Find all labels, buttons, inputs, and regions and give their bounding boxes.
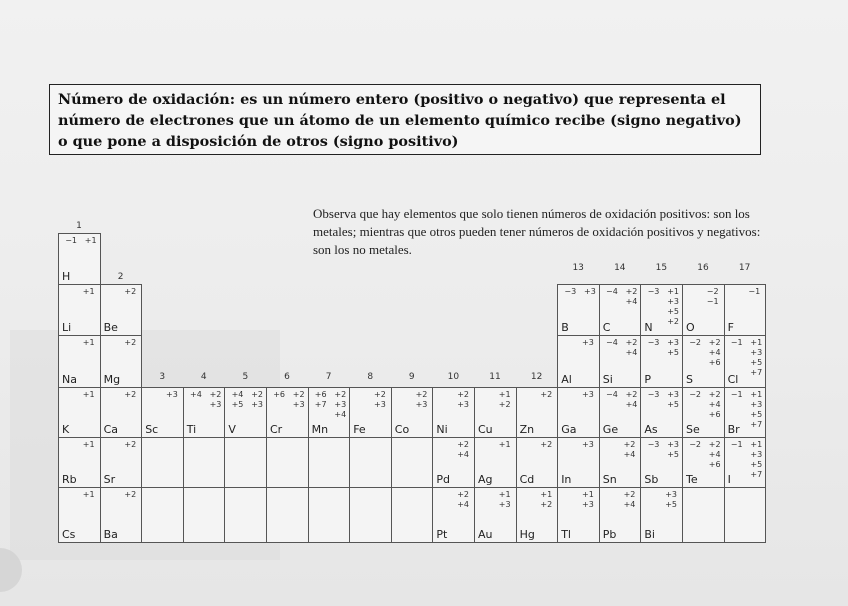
empty-cell — [183, 437, 226, 488]
group-number-3: 3 — [159, 372, 166, 382]
oxidation-numbers-right: +2 +4 +6 — [708, 390, 721, 419]
empty-cell — [682, 487, 725, 543]
element-cell-sc — [141, 387, 184, 438]
oxidation-numbers: −2 −1 — [706, 287, 719, 306]
oxidation-numbers-right: +2 +3 — [292, 390, 305, 409]
element-symbol: Si — [602, 373, 613, 386]
element-symbol: Rb — [62, 473, 77, 486]
element-cell-cu — [474, 387, 517, 438]
oxidation-numbers-left: −1 — [730, 440, 743, 449]
element-symbol: Ca — [103, 423, 119, 436]
oxidation-numbers: +1 — [498, 440, 511, 449]
oxidation-numbers-left: −2 — [689, 390, 701, 399]
oxidation-numbers-left: −4 — [606, 390, 618, 399]
oxidation-numbers-right: +1 +3 +5 +7 — [750, 338, 763, 377]
empty-cell — [724, 487, 767, 543]
oxidation-numbers-right: +3 +5 — [667, 338, 679, 357]
element-cell-i — [724, 437, 767, 488]
element-symbol: K — [62, 423, 70, 436]
element-cell-ga — [557, 387, 600, 438]
element-symbol: Pd — [436, 473, 451, 486]
element-cell-si — [599, 335, 642, 388]
element-symbol: Ge — [602, 423, 619, 436]
definition-term: Número de oxidación — [58, 91, 230, 108]
oxidation-numbers: +2 +4 — [623, 490, 636, 509]
element-symbol: Sr — [103, 473, 116, 486]
element-symbol: Ni — [436, 423, 448, 436]
element-cell-rb — [58, 437, 101, 488]
group-number-9: 9 — [408, 372, 415, 382]
empty-cell — [308, 437, 351, 488]
element-cell-bi — [640, 487, 683, 543]
oxidation-numbers: +2 +4 — [457, 440, 469, 459]
element-cell-ti — [183, 387, 226, 438]
element-cell-mn — [308, 387, 351, 438]
oxidation-numbers: +2 +4 — [457, 490, 469, 509]
element-cell-li — [58, 284, 101, 336]
oxidation-numbers-right: +2 +3 +4 — [334, 390, 347, 419]
empty-cell — [183, 487, 226, 543]
oxidation-numbers: +1 — [82, 440, 95, 449]
oxidation-numbers: +1 +2 — [498, 390, 511, 409]
group-number-14: 14 — [614, 263, 626, 273]
oxidation-numbers: +3 — [581, 338, 594, 347]
element-cell-c — [599, 284, 642, 336]
element-cell-v — [224, 387, 267, 438]
oxidation-numbers: +1 — [82, 390, 95, 399]
oxidation-numbers: +2 +3 — [373, 390, 386, 409]
element-symbol: Sc — [145, 423, 159, 436]
element-symbol: S — [686, 373, 693, 386]
oxidation-numbers: +1 — [82, 490, 95, 499]
element-cell-ge — [599, 387, 642, 438]
empty-cell — [266, 437, 309, 488]
element-symbol: Fe — [353, 423, 366, 436]
element-symbol: Be — [103, 321, 118, 334]
oxidation-numbers-right: +1 +3 +5 +7 — [750, 440, 763, 479]
oxidation-numbers-right: +2 +4 — [625, 287, 638, 306]
oxidation-numbers-left: −2 — [689, 338, 701, 347]
empty-cell — [349, 487, 392, 543]
oxidation-numbers-left: −3 — [647, 440, 660, 449]
oxidation-numbers-left: +6 — [273, 390, 285, 399]
empty-cell — [141, 487, 184, 543]
element-cell-cs — [58, 487, 101, 543]
group-number-11: 11 — [489, 372, 501, 382]
element-cell-k — [58, 387, 101, 438]
group-number-8: 8 — [367, 372, 374, 382]
element-cell-pd — [432, 437, 475, 488]
element-cell-cl — [724, 335, 767, 388]
element-cell-fe — [349, 387, 392, 438]
element-symbol: Li — [62, 321, 72, 334]
element-symbol: Br — [727, 423, 740, 436]
oxidation-numbers-right: +1 +3 +5 +2 — [667, 287, 679, 326]
oxidation-numbers: −1 — [748, 287, 761, 296]
group-number-15: 15 — [655, 263, 668, 273]
oxidation-numbers-left: +4 — [190, 390, 202, 399]
oxidation-numbers: +2 +3 — [457, 390, 469, 409]
element-symbol: Ag — [478, 473, 493, 486]
element-cell-as — [640, 387, 683, 438]
empty-cell — [391, 487, 434, 543]
element-symbol: Mn — [311, 423, 329, 436]
oxidation-numbers: +3 — [165, 390, 178, 399]
empty-cell — [224, 437, 267, 488]
element-symbol: Cl — [727, 373, 739, 386]
element-symbol: In — [561, 473, 572, 486]
element-cell-mg — [100, 335, 143, 388]
oxidation-numbers-right: +2 +3 — [209, 390, 222, 409]
element-cell-pb — [599, 487, 642, 543]
group-number-1: 1 — [76, 221, 82, 231]
element-cell-sn — [599, 437, 642, 488]
element-cell-br — [724, 387, 767, 438]
group-number-5: 5 — [242, 372, 249, 382]
oxidation-numbers: +2 — [540, 390, 553, 399]
element-cell-te — [682, 437, 725, 488]
element-symbol: Te — [686, 473, 698, 486]
element-symbol: B — [561, 321, 569, 334]
element-symbol: Cs — [62, 528, 76, 541]
element-cell-na — [58, 335, 101, 388]
oxidation-numbers-right: +2 +4 — [625, 338, 638, 357]
element-cell-co — [391, 387, 434, 438]
element-cell-zn — [516, 387, 559, 438]
element-cell-n — [640, 284, 683, 336]
oxidation-numbers-right: +1 +3 +5 +7 — [750, 390, 763, 429]
oxidation-numbers: +2 +3 — [415, 390, 428, 409]
element-cell-se — [682, 387, 725, 438]
element-cell-cr — [266, 387, 309, 438]
oxidation-numbers: +2 — [124, 338, 137, 347]
element-cell-ag — [474, 437, 517, 488]
element-symbol: Ba — [103, 528, 118, 541]
element-symbol: Pt — [436, 528, 448, 541]
element-cell-tl — [557, 487, 600, 543]
oxidation-numbers-right: +2 +4 +6 — [708, 338, 721, 367]
group-number-16: 16 — [697, 263, 709, 273]
element-cell-sr — [100, 437, 143, 488]
element-symbol: O — [686, 321, 695, 334]
oxidation-numbers: +3 — [581, 390, 594, 399]
element-symbol: Ga — [561, 423, 577, 436]
oxidation-numbers-left: −3 — [564, 287, 577, 296]
oxidation-numbers: +2 — [124, 390, 137, 399]
oxidation-numbers-right: +3 — [583, 287, 596, 296]
oxidation-numbers-right: +1 — [84, 236, 97, 245]
element-symbol: C — [602, 321, 611, 334]
element-cell-sb — [640, 437, 683, 488]
oxidation-numbers-left: −3 — [647, 338, 660, 347]
definition-text: : es un número entero (positivo o negativo) que representa el número de electrones que un átomo de un elemento químico recibe (signo negativo) o que pone a disposición de otros (signo positivo) — [58, 91, 742, 150]
element-symbol: Se — [686, 423, 700, 436]
element-symbol: Zn — [519, 423, 535, 436]
element-cell-o — [682, 284, 725, 336]
element-symbol: V — [228, 423, 236, 436]
element-symbol: Ti — [186, 423, 197, 436]
group-number-10: 10 — [447, 372, 460, 382]
element-symbol: Tl — [561, 528, 571, 541]
element-cell-b — [557, 284, 600, 336]
oxidation-numbers-right: +3 +5 — [667, 440, 679, 459]
group-number-13: 13 — [572, 263, 584, 273]
element-symbol: I — [727, 473, 731, 486]
element-symbol: F — [727, 321, 734, 334]
element-symbol: Al — [561, 373, 572, 386]
empty-cell — [266, 487, 309, 543]
oxidation-numbers: +2 — [540, 440, 553, 449]
oxidation-numbers-left: −1 — [730, 338, 743, 347]
oxidation-numbers-left: −4 — [606, 287, 618, 296]
group-number-17: 17 — [738, 263, 751, 273]
group-number-6: 6 — [284, 372, 290, 382]
element-symbol: Cr — [270, 423, 283, 436]
element-cell-f — [724, 284, 767, 336]
element-symbol: N — [644, 321, 653, 334]
element-cell-hg — [516, 487, 559, 543]
oxidation-numbers: +2 — [124, 490, 137, 499]
oxidation-numbers-right: +2 +4 +6 — [708, 440, 721, 469]
element-cell-s — [682, 335, 725, 388]
oxidation-numbers-left: −2 — [689, 440, 701, 449]
element-cell-ba — [100, 487, 143, 543]
oxidation-numbers: +1 +3 — [581, 490, 594, 509]
oxidation-numbers: +2 — [124, 287, 137, 296]
oxidation-numbers-left: +6 +7 — [314, 390, 327, 409]
oxidation-numbers-left: +4 +5 — [231, 390, 244, 409]
element-cell-au — [474, 487, 517, 543]
oxidation-numbers: +3 +5 — [665, 490, 677, 509]
empty-cell — [224, 487, 267, 543]
element-cell-ca — [100, 387, 143, 438]
oxidation-numbers-left: −1 — [65, 236, 77, 245]
oxidation-numbers-left: −1 — [730, 390, 743, 399]
element-symbol: Co — [394, 423, 410, 436]
group-number-12: 12 — [530, 372, 543, 382]
element-cell-ni — [432, 387, 475, 438]
oxidation-numbers: +1 +3 — [498, 490, 511, 509]
oxidation-numbers-left: −3 — [647, 390, 660, 399]
oxidation-numbers-right: +3 +5 — [667, 390, 679, 409]
element-symbol: Cd — [519, 473, 535, 486]
note-paragraph: Observa que hay elementos que solo tienen números de oxidación positivos: son los metales; mientras que otros pueden tener números de oxidación positivos y negativos: son los no metales. — [313, 206, 761, 257]
element-cell-pt — [432, 487, 475, 543]
element-symbol: Na — [62, 373, 77, 386]
group-number-4: 4 — [200, 372, 207, 382]
oxidation-numbers: +1 +2 — [540, 490, 553, 509]
element-symbol: As — [644, 423, 658, 436]
oxidation-numbers: +2 — [124, 440, 137, 449]
definition-box — [49, 84, 761, 155]
oxidation-numbers-right: +2 +3 — [251, 390, 263, 409]
oxidation-numbers: +3 — [581, 440, 594, 449]
element-symbol: P — [644, 373, 652, 386]
element-symbol: Au — [478, 528, 493, 541]
element-symbol: H — [62, 270, 71, 283]
oxidation-numbers: +1 — [82, 287, 95, 296]
element-cell-be — [100, 284, 143, 336]
element-symbol: Hg — [519, 528, 535, 541]
element-symbol: Pb — [602, 528, 617, 541]
element-cell-al — [557, 335, 600, 388]
element-cell-p — [640, 335, 683, 388]
group-number-7: 7 — [325, 372, 332, 382]
element-symbol: Bi — [644, 528, 655, 541]
oxidation-numbers-left: −3 — [647, 287, 660, 296]
element-symbol: Sn — [602, 473, 617, 486]
empty-cell — [141, 437, 184, 488]
group-number-2: 2 — [117, 272, 124, 282]
empty-cell — [349, 437, 392, 488]
empty-cell — [308, 487, 351, 543]
oxidation-numbers: +1 — [82, 338, 95, 347]
empty-cell — [391, 437, 434, 488]
element-symbol: Sb — [644, 473, 659, 486]
element-symbol: Mg — [103, 373, 121, 386]
element-cell-in — [557, 437, 600, 488]
oxidation-numbers-right: +2 +4 — [625, 390, 638, 409]
element-symbol: Cu — [478, 423, 493, 436]
element-cell-h — [58, 233, 101, 285]
element-cell-cd — [516, 437, 559, 488]
oxidation-numbers: +2 +4 — [623, 440, 636, 459]
oxidation-numbers-left: −4 — [606, 338, 618, 347]
